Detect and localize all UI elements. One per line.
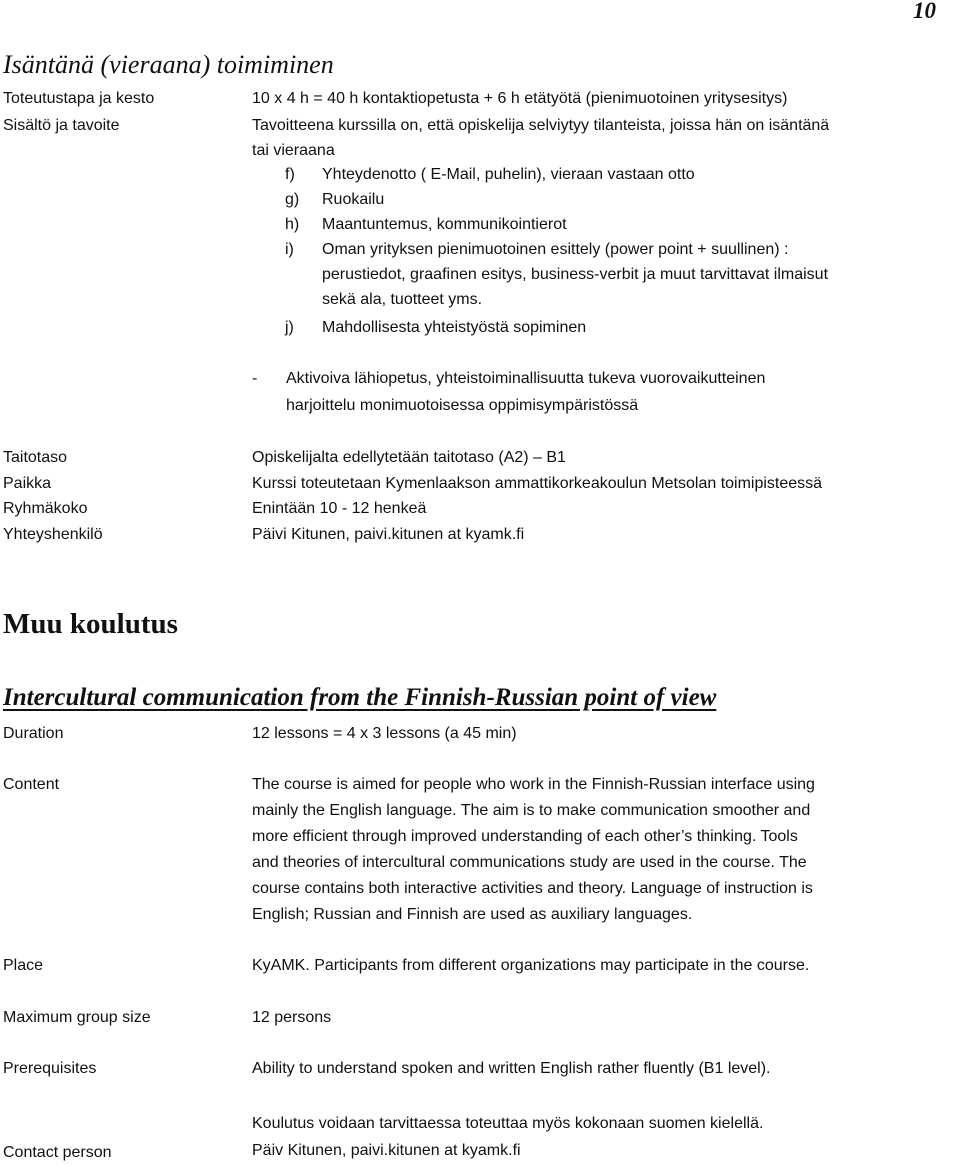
detail-label-level: Taitotaso xyxy=(3,449,68,466)
course-title: Intercultural communication from the Finnish-Russian point of view xyxy=(3,684,717,711)
content-line: mainly the English language. The aim is to make communication smoother and xyxy=(252,802,811,819)
content-line: English; Russian and Finnish are used as auxiliary languages. xyxy=(252,906,693,923)
max-group-label: Maximum group size xyxy=(3,1009,151,1026)
content-line: course contains both interactive activities and theory. Language of instruction is xyxy=(252,880,813,897)
row-value-content-goal: Tavoitteena kurssilla on, että opiskelija selviytyy tilanteista, joissa hän on isäntänä xyxy=(252,117,830,134)
contact-value: Päiv Kitunen, paivi.kitunen at kyamk.fi xyxy=(252,1142,521,1159)
prerequisites-value: Ability to understand spoken and written English rather fluently (B1 level). xyxy=(252,1060,771,1077)
list-letter: f) xyxy=(285,166,295,183)
section-heading-other-training: Muu koulutus xyxy=(3,608,178,640)
list-item: Oman yrityksen pienimuotoinen esittely (power point + suullinen) : xyxy=(322,241,789,258)
goal-continued: tai vieraana xyxy=(252,142,335,159)
prerequisites-label: Prerequisites xyxy=(3,1060,97,1077)
page-number: 10 xyxy=(913,0,936,23)
content-line: The course is aimed for people who work in the Finnish-Russian interface using xyxy=(252,776,815,793)
max-group-value: 12 persons xyxy=(252,1009,332,1026)
content-line: more efficient through improved understanding of each other’s thinking. Tools xyxy=(252,828,798,845)
detail-label-place: Paikka xyxy=(3,475,52,492)
list-item: Ruokailu xyxy=(322,191,385,208)
list-letter: h) xyxy=(285,216,300,233)
place-value: KyAMK. Participants from different organizations may participate in the course. xyxy=(252,957,810,974)
detail-value-contact: Päivi Kitunen, paivi.kitunen at kyamk.fi xyxy=(252,526,525,543)
content-label: Content xyxy=(3,776,60,793)
list-item-continued: sekä ala, tuotteet yms. xyxy=(322,291,483,308)
list-letter: g) xyxy=(285,191,300,208)
dash-marker: - xyxy=(252,370,258,387)
finnish-language-note: Koulutus voidaan tarvittaessa toteuttaa myös kokonaan suomen kielellä. xyxy=(252,1115,764,1132)
row-value-implementation: 10 x 4 h = 40 h kontaktiopetusta + 6 h etätyötä (pienimuotoinen yritysesitys) xyxy=(252,90,788,107)
contact-label: Contact person xyxy=(3,1144,112,1161)
detail-value-group-size: Enintään 10 - 12 henkeä xyxy=(252,500,427,517)
duration-value: 12 lessons = 4 x 3 lessons (a 45 min) xyxy=(252,725,517,742)
list-item-continued: perustiedot, graafinen esitys, business-verbit ja muut tarvittavat ilmaisut xyxy=(322,266,829,283)
detail-value-level: Opiskelijalta edellytetään taitotaso (A2) – B1 xyxy=(252,449,566,466)
dash-item-line1: Aktivoiva lähiopetus, yhteistoiminallisuutta tukeva vuorovaikutteinen xyxy=(286,370,766,387)
section-heading-host: Isäntänä (vieraana) toimiminen xyxy=(3,50,334,79)
detail-label-group-size: Ryhmäkoko xyxy=(3,500,88,517)
list-item: Mahdollisesta yhteistyöstä sopiminen xyxy=(322,319,587,336)
detail-value-place: Kurssi toteutetaan Kymenlaakson ammattikorkeakoulun Metsolan toimipisteessä xyxy=(252,475,823,492)
row-label-implementation: Toteutustapa ja kesto xyxy=(3,90,155,107)
dash-item-line2: harjoittelu monimuotoisessa oppimisympäristössä xyxy=(286,397,639,414)
detail-label-contact: Yhteyshenkilö xyxy=(3,526,103,543)
list-letter: j) xyxy=(285,319,294,336)
place-label: Place xyxy=(3,957,44,974)
list-letter: i) xyxy=(285,241,294,258)
content-line: and theories of intercultural communications study are used in the course. The xyxy=(252,854,807,871)
list-item: Yhteydenotto ( E-Mail, puhelin), vieraan vastaan otto xyxy=(322,166,695,183)
row-label-content-goal: Sisältö ja tavoite xyxy=(3,117,120,134)
duration-label: Duration xyxy=(3,725,64,742)
list-item: Maantuntemus, kommunikointierot xyxy=(322,216,567,233)
